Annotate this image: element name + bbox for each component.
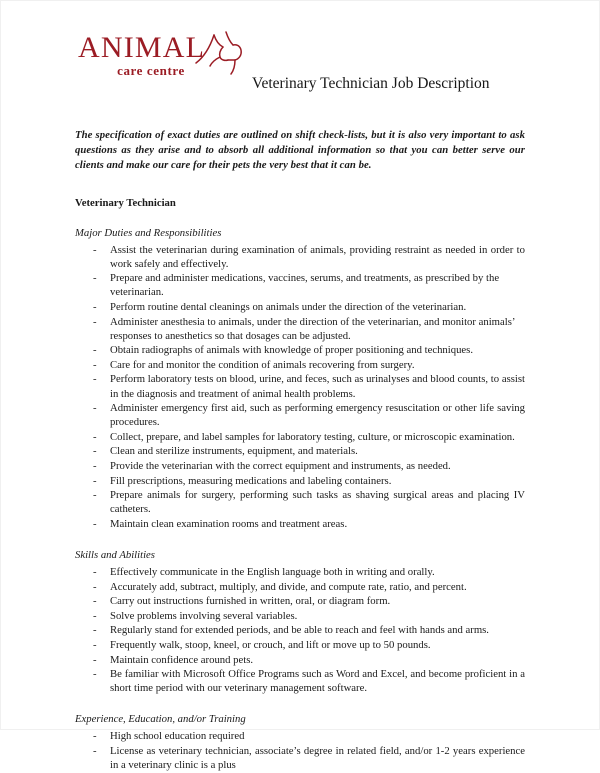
animal-line-drawing-icon bbox=[190, 29, 252, 83]
list-item-text: Clean and sterilize instruments, equipment, and materials. bbox=[110, 445, 358, 458]
list-item-text: Fill prescriptions, measuring medications and labeling containers. bbox=[110, 474, 392, 487]
bullet-dash: - bbox=[93, 272, 97, 285]
subsection-heading-experience: Experience, Education, and/or Training bbox=[75, 713, 246, 726]
bullet-dash: - bbox=[93, 445, 97, 458]
list-item-text: Obtain radiographs of animals with knowledge of proper positioning and techniques. bbox=[110, 344, 473, 357]
bullet-dash: - bbox=[93, 609, 97, 622]
list-item bbox=[75, 358, 525, 372]
document-header bbox=[0, 0, 600, 112]
list-item bbox=[75, 271, 525, 299]
list-item-text: Perform laboratory tests on blood, urine, and feces, such as urinalyses and blood counts, to assist in the diagnosis and treatment of animal health problems. bbox=[110, 373, 525, 400]
company-logo bbox=[78, 33, 238, 85]
bullet-dash: - bbox=[93, 565, 97, 578]
bullet-dash: - bbox=[93, 474, 97, 487]
bullet-dash: - bbox=[93, 300, 97, 313]
bullet-dash: - bbox=[93, 744, 97, 757]
list-item bbox=[75, 653, 525, 667]
list-item bbox=[75, 623, 525, 637]
list-item bbox=[75, 488, 525, 516]
list-item bbox=[75, 459, 525, 473]
bullet-dash: - bbox=[93, 580, 97, 593]
list-item bbox=[75, 444, 525, 458]
list-item bbox=[75, 401, 525, 429]
list-item bbox=[75, 667, 525, 695]
intro-paragraph: The specification of exact duties are outlined on shift check-lists, but it is also very important to ask questions as they arise and to absorb all additional information so that you can better serve our clients and make our care for their pets the very best that it can be. bbox=[75, 129, 525, 172]
list-item bbox=[75, 729, 525, 743]
bullet-dash: - bbox=[93, 489, 97, 502]
list-item-text: Administer anesthesia to animals, under the direction of the veterinarian, and monitor animals’ responses to anesthetics so that dosages can be adjusted. bbox=[110, 315, 515, 342]
bullet-dash: - bbox=[93, 430, 97, 443]
list-item bbox=[75, 474, 525, 488]
bullet-dash: - bbox=[93, 402, 97, 415]
duties-list bbox=[75, 243, 525, 531]
list-item bbox=[75, 430, 525, 444]
list-item-text: Administer emergency first aid, such as performing emergency resuscitation or other life saving procedures. bbox=[110, 402, 525, 429]
bullet-dash: - bbox=[93, 653, 97, 666]
bullet-dash: - bbox=[93, 624, 97, 637]
list-item-text: Prepare animals for surgery, performing such tasks as shaving surgical areas and placing IV catheters. bbox=[110, 489, 525, 516]
list-item bbox=[75, 638, 525, 652]
bullet-dash: - bbox=[93, 517, 97, 530]
bullet-dash: - bbox=[93, 595, 97, 608]
skills-list bbox=[75, 565, 525, 695]
list-item bbox=[75, 243, 525, 271]
list-item-text: Collect, prepare, and label samples for laboratory testing, culture, or microscopic examination. bbox=[110, 430, 515, 443]
list-item bbox=[75, 372, 525, 400]
bullet-dash: - bbox=[93, 373, 97, 386]
subsection-heading-duties: Major Duties and Responsibilities bbox=[75, 226, 222, 239]
list-item bbox=[75, 594, 525, 608]
list-item bbox=[75, 300, 525, 314]
bullet-dash: - bbox=[93, 638, 97, 651]
list-item bbox=[75, 580, 525, 594]
list-item-text: Provide the veterinarian with the correct equipment and instruments, as needed. bbox=[110, 460, 451, 473]
list-item-text: Assist the veterinarian during examination of animals, providing restraint as needed in order to work safely and effectively. bbox=[110, 243, 525, 270]
list-item-text: Carry out instructions furnished in written, oral, or diagram form. bbox=[110, 595, 391, 608]
list-item bbox=[75, 744, 525, 772]
list-item-text: Be familiar with Microsoft Office Programs such as Word and Excel, and become proficient in a short time period with our veterinary management software. bbox=[110, 668, 525, 695]
list-item-text: Effectively communicate in the English language both in writing and orally. bbox=[110, 565, 435, 578]
list-item-text: Perform routine dental cleanings on animals under the direction of the veterinarian. bbox=[110, 300, 467, 313]
section-heading-role: Veterinary Technician bbox=[75, 196, 176, 209]
list-item bbox=[75, 343, 525, 357]
list-item-text: Prepare and administer medications, vaccines, serums, and treatments, as prescribed by the veterinarian. bbox=[110, 272, 500, 299]
list-item-text: Accurately add, subtract, multiply, and divide, and compute rate, ratio, and percent. bbox=[110, 580, 467, 593]
subsection-heading-skills: Skills and Abilities bbox=[75, 548, 155, 561]
bullet-dash: - bbox=[93, 730, 97, 743]
document-body bbox=[75, 128, 525, 773]
list-item bbox=[75, 609, 525, 623]
list-item-text: Maintain confidence around pets. bbox=[110, 653, 254, 666]
bullet-dash: - bbox=[93, 243, 97, 256]
bullet-dash: - bbox=[93, 668, 97, 681]
experience-list bbox=[75, 729, 525, 772]
list-item bbox=[75, 517, 525, 531]
list-item-text: Care for and monitor the condition of animals recovering from surgery. bbox=[110, 358, 415, 371]
bullet-dash: - bbox=[93, 358, 97, 371]
list-item-text: License as veterinary technician, associate’s degree in related field, and/or 1-2 years experience in a veterinary clinic is a plus bbox=[110, 744, 525, 772]
list-item bbox=[75, 315, 525, 343]
bullet-dash: - bbox=[93, 460, 97, 473]
bullet-dash: - bbox=[93, 315, 97, 328]
logo-tagline: care centre bbox=[117, 63, 185, 78]
document-title: Veterinary Technician Job Description bbox=[252, 75, 490, 92]
bullet-dash: - bbox=[93, 344, 97, 357]
list-item-text: Regularly stand for extended periods, and be able to reach and feel with hands and arms. bbox=[110, 624, 489, 637]
list-item bbox=[75, 565, 525, 579]
list-item-text: Frequently walk, stoop, kneel, or crouch, and lift or move up to 50 pounds. bbox=[110, 638, 431, 651]
list-item-text: High school education required bbox=[110, 730, 245, 743]
list-item-text: Maintain clean examination rooms and treatment areas. bbox=[110, 517, 348, 530]
logo-wordmark: ANIMAL bbox=[78, 31, 206, 64]
list-item-text: Solve problems involving several variables. bbox=[110, 609, 298, 622]
